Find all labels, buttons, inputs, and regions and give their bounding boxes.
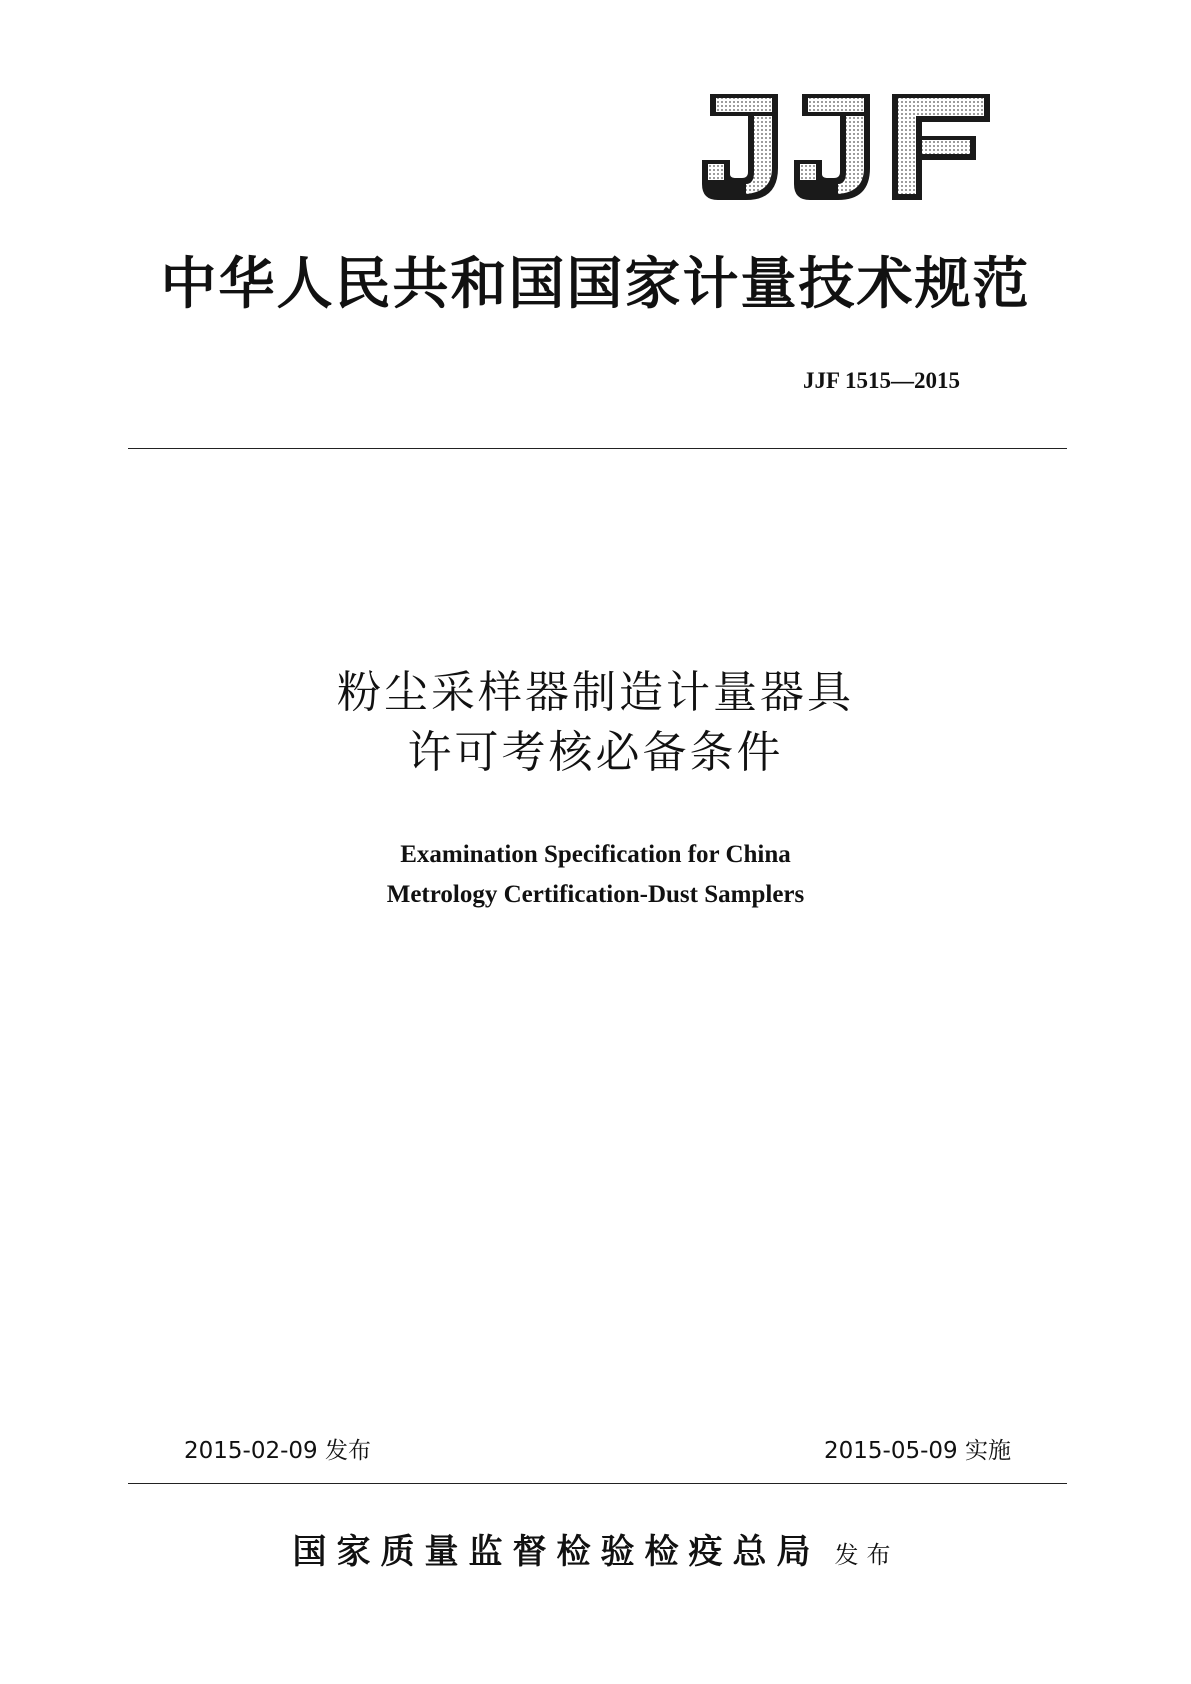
logo-letter-j-second bbox=[794, 94, 870, 200]
issue-date: 2015-02-09 发布 bbox=[184, 1438, 371, 1464]
issuer-organization: 国家质量监督检验检疫总局 bbox=[292, 1532, 821, 1572]
document-code: JJF 1515—2015 bbox=[803, 368, 960, 393]
chinese-title-line-1: 粉尘采样器制造计量器具 bbox=[337, 667, 854, 718]
issuer-line bbox=[0, 1524, 1191, 1573]
english-title-line-1: Examination Specification for China bbox=[400, 841, 791, 868]
logo-letter-f bbox=[892, 94, 990, 200]
bottom-divider bbox=[128, 1483, 1067, 1484]
series-title: 中华人民共和国国家计量技术规范 bbox=[160, 251, 1031, 317]
top-divider bbox=[128, 448, 1067, 449]
implementation-date: 2015-05-09 实施 bbox=[824, 1438, 1011, 1464]
jjf-logo-icon bbox=[696, 88, 996, 208]
english-title-line-2: Metrology Certification-Dust Samplers bbox=[386, 881, 805, 908]
chinese-title bbox=[0, 663, 1191, 783]
logo-letter-j-first bbox=[702, 94, 778, 200]
issuer-action: 发布 bbox=[834, 1541, 899, 1569]
english-title bbox=[0, 835, 1191, 915]
chinese-title-line-2: 许可考核必备条件 bbox=[407, 727, 784, 778]
